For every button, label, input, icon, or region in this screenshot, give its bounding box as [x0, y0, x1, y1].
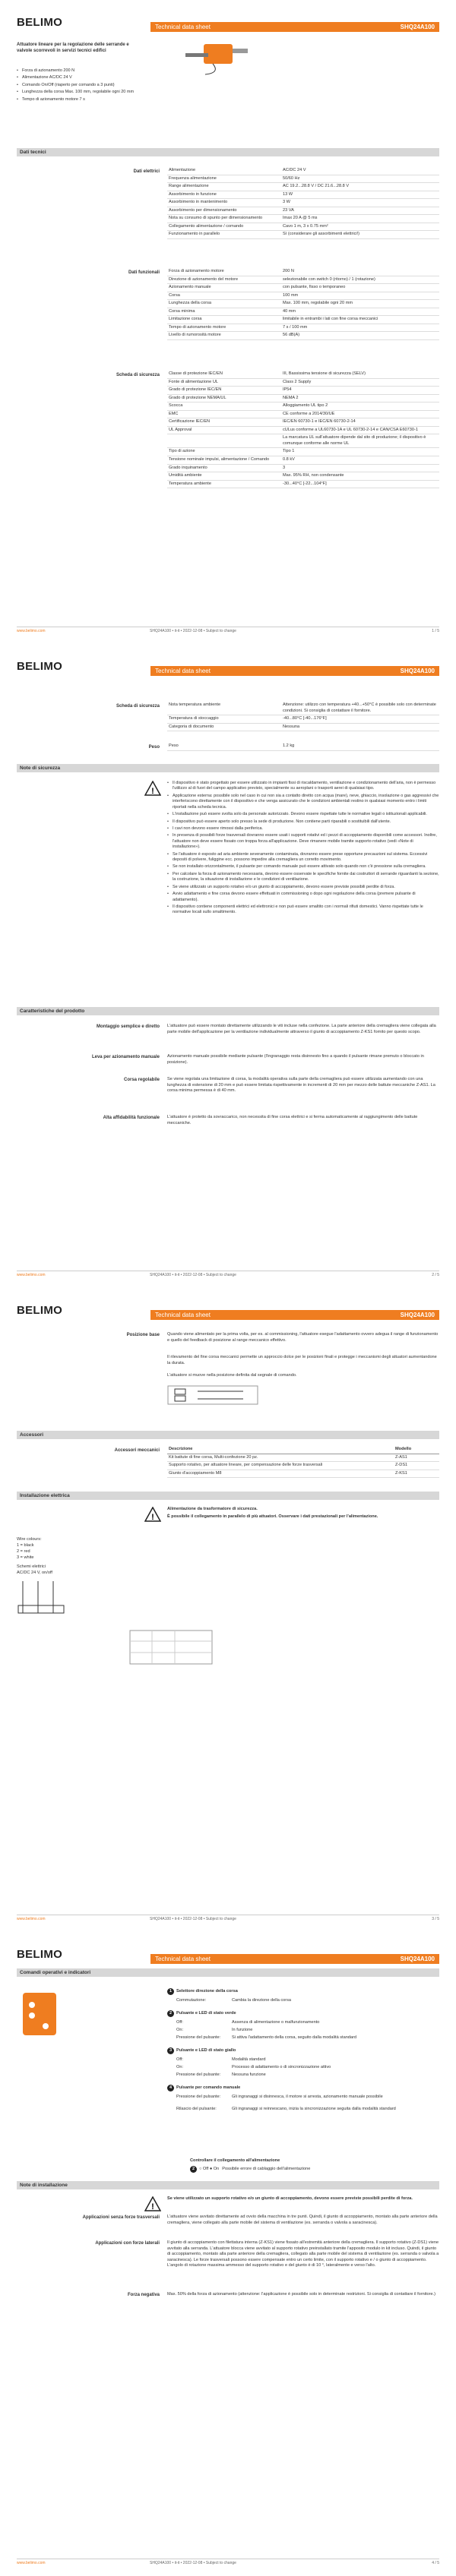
control-item: [167, 2047, 439, 2054]
col-model: Modello: [394, 1446, 439, 1454]
header-bar: [150, 1954, 439, 1964]
row-label: Corsa minima: [167, 308, 281, 316]
step-icon-2: 2: [190, 2166, 197, 2173]
row-label: Funzionamento in parallelo: [167, 231, 281, 239]
brand-logo: BELIMO: [17, 16, 63, 29]
row-label: Temperatura di stoccaggio: [167, 715, 281, 724]
table-row: [167, 324, 439, 332]
table-safety: [167, 371, 439, 488]
accessory-description: Giunto d'accoppiamento M8: [167, 1470, 394, 1478]
accessory-model: Z-DS1: [394, 1462, 439, 1470]
step-icon: 1: [167, 1988, 174, 1995]
feature-text: Azionamento manuale possibile mediante pulsante (l'ingranaggio resta disinnesto fino a quando il pulsante rimane premuto o bloccato in posizione).: [167, 1054, 424, 1065]
footer: [17, 1271, 439, 1278]
row-label: Alimentazione: [167, 167, 281, 175]
section-controls: Comandi operativi e indicatori: [17, 1968, 439, 1977]
step-icon: 4: [167, 2085, 174, 2091]
brand-logo: BELIMO: [17, 1948, 63, 1961]
table-row: [167, 378, 439, 387]
footer: [17, 2559, 439, 2566]
control-item: [167, 2085, 439, 2091]
model: SHQ24A100: [400, 668, 435, 674]
model: SHQ24A100: [400, 24, 435, 30]
position-label: Posizione base: [126, 1333, 160, 1337]
table-row: [167, 448, 439, 456]
row-value: 23 VA: [281, 207, 439, 215]
row-label: Forza di azionamento motore: [167, 268, 281, 276]
table-row: [167, 723, 439, 731]
table-row: [167, 175, 439, 183]
control-state: Pressione del pulsante:: [176, 2035, 221, 2040]
row-value: IEC/EN 60730-1 e IEC/EN 60730-2-14: [281, 418, 439, 427]
section-technical-data: Dati tecnici: [17, 148, 439, 156]
note-text: Il giunto di accoppiamento con filettatura interna (Z-KS1) viene fissato all'estremità anteriore della cremagliera. Il supporto rotativo (Z-DS1) viene avvitato alla serranda. L'attuatore blocca viene avvitato al supporto rotativo preinstallato tramite l'apposito modulo in kit incluso. Quindi, il giunto di accoppiamento, montato alla parte anteriore della cremagliera, collegato alla parte mobile del sistema di ventilazione (es. serranda o valvola a saracinesca). Le forze trasversali possono essere compensate entro un certo limite, con il supporto rotativo e / o giunto di accoppiamento. L'angolo di rotazione massima ammesso del supporto rotativo e del giunto è di 10 °, lateralmente e verso l'alto.: [167, 2240, 439, 2268]
control-title: Pulsante e LED di stato giallo: [176, 2048, 236, 2053]
group-weight: Peso: [148, 745, 160, 750]
footer-info: SHQ24A100 • it-it • 2022-12-08 • Subject to change: [150, 2561, 236, 2565]
table-row: [167, 434, 439, 448]
group-electrical: Dati elettrici: [133, 169, 160, 174]
accessory-description: Kit battute di fine corsa, Multi-confezione 20 pz.: [167, 1454, 394, 1462]
page-number: 1 / 5: [432, 629, 439, 633]
row-label: Tensione nominale impulsi, alimentazione / Comando: [167, 456, 281, 465]
control-title: Pulsante e LED di stato verde: [176, 2011, 236, 2016]
table-row: [167, 1462, 439, 1470]
row-value: -40...80°C [-40...176°F]: [281, 715, 439, 724]
direction-switch-diagram: [167, 1385, 258, 1405]
feature-text: L'attuatore è protetto da sovraccarico, non necessita di fine corsa elettrici e si ferma automaticamente al raggiungimento delle battute meccaniche.: [167, 1115, 418, 1125]
table-row: [167, 231, 439, 239]
footer-info: SHQ24A100 • it-it • 2022-12-08 • Subject to change: [150, 1273, 236, 1277]
safety-note: • L'installazione può essere svolta solo da personale autorizzato. Devono essere rispettate tutte le normative legali o istituzionali applicabili.: [167, 812, 439, 817]
row-value: Sì (considerare gli assorbimenti elettrici!): [281, 231, 439, 239]
row-value: III, Bassissima tensione di sicurezza (SELV): [281, 371, 439, 378]
check-supply-text: Possibile errore di cablaggio dell'alimentazione: [222, 2167, 311, 2171]
table-row: [167, 223, 439, 231]
row-label: Classe di protezione IEC/EN: [167, 371, 281, 378]
doc-title: Technical data sheet: [155, 1312, 211, 1318]
control-state: Off:: [176, 2020, 183, 2025]
row-value: 0.8 kV: [281, 456, 439, 465]
footer-url[interactable]: www.belimo.com: [17, 2561, 46, 2565]
page-number: 2 / 5: [432, 1273, 439, 1277]
table-row: [167, 402, 439, 411]
model: SHQ24A100: [400, 1956, 435, 1962]
feature-text: L'attuatore può essere montato direttamente utilizzando le viti incluse nella confezione. La parte anteriore della cremagliera viene collegata alla parte mobile dell'applicazione per la ventilazione individualmente attraverso il giunto di accoppiamento Z-KS1 fornito per questo scopo.: [167, 1024, 436, 1034]
row-value: -30...40°C [-22...104°F]: [281, 480, 439, 488]
intro-bullet: • Lunghezza della corsa Max. 100 mm, regolabile ogni 20 mm: [17, 90, 138, 95]
group-functional: Dati funzionali: [128, 270, 160, 275]
control-description: Si attiva l'adattamento della corsa, seguito dalla modalità standard: [232, 2035, 357, 2040]
safety-list: [167, 781, 439, 917]
footer: [17, 1915, 439, 1922]
table-row: [167, 394, 439, 402]
row-value: 100 mm: [281, 292, 439, 300]
intro-bullet: • Forza di azionamento 200 N: [17, 68, 138, 74]
model: SHQ24A100: [400, 1312, 435, 1318]
table-row: [167, 199, 439, 207]
row-label: Corsa: [167, 292, 281, 300]
control-state: Rilascio del pulsante:: [176, 2107, 217, 2111]
footer-url[interactable]: www.belimo.com: [17, 1273, 46, 1277]
row-value: 7 s / 100 mm: [281, 324, 439, 332]
warning-icon: [144, 1507, 161, 1522]
table-row: [167, 464, 439, 472]
row-label: Categoria di documento: [167, 723, 281, 731]
control-description: Processo di adattamento o di sincronizzazione attivo: [232, 2065, 331, 2069]
svg-text:!: !: [151, 787, 154, 796]
table-functional: [167, 268, 439, 340]
row-label: Collegamento alimentazione / comando: [167, 223, 281, 231]
table-row: [167, 371, 439, 378]
check-supply-title: Controllare il collegamento all'alimentazione: [190, 2158, 280, 2163]
table-row: [167, 1454, 439, 1462]
header-bar: [150, 1310, 439, 1320]
safety-note: • Se viene utilizzato un supporto rotativo e/o un giunto di accoppiamento, devono essere previste possibili perdite di forza.: [167, 885, 439, 890]
row-label: Direzione di azionamento del motore: [167, 276, 281, 284]
feature-label: Leva per azionamento manuale: [91, 1055, 160, 1059]
table-row: [167, 426, 439, 434]
footer: [17, 627, 439, 634]
control-state: Pressione del pulsante:: [176, 2095, 221, 2099]
table-row: [167, 332, 439, 340]
row-value: 200 N: [281, 268, 439, 276]
col-description: Descrizione: [167, 1446, 394, 1454]
section-product-features: Caratteristiche del prodotto: [17, 1007, 439, 1015]
row-value: NEMA 2: [281, 394, 439, 402]
feature-label: Alta affidabilità funzionale: [103, 1116, 160, 1120]
row-value: 3: [281, 464, 439, 472]
table-row: [167, 480, 439, 488]
control-state: Commutazione:: [176, 1998, 207, 2003]
control-description: Cambia la direzione della corsa: [232, 1998, 292, 2003]
header-bar: [150, 666, 439, 676]
table-row: [167, 268, 439, 276]
scheme-sub: AC/DC 24 V, on/off: [17, 1571, 52, 1575]
row-label: Assorbimento in funzione: [167, 191, 281, 199]
row-label: Azionamento manuale: [167, 284, 281, 292]
row-value: Max. 95% RH, non condensante: [281, 472, 439, 481]
intro-bullet: • Alimentazione AC/DC 24 V: [17, 75, 138, 80]
control-description: Modalità standard: [232, 2057, 266, 2062]
switch-table-diagram: [129, 1630, 213, 1665]
row-value: 13 W: [281, 191, 439, 199]
page-4: [0, 1932, 456, 2576]
note-label: Applicazioni con forze laterali: [95, 2241, 160, 2246]
table-row: [167, 715, 439, 724]
install-warning-2: È possibile il collegamento in parallelo di più attuatori. Osservare i dati prestazionali per l'alimentazione.: [167, 1514, 378, 1519]
section-electrical-installation: Installazione elettrica: [17, 1492, 439, 1500]
safety-note: • Avvio adattamento e fine corsa devono essere effettuati in commissioning o dopo ogni regolazione della corsa (premere pulsante di adattamento).: [167, 892, 439, 903]
brand-logo: BELIMO: [17, 660, 63, 673]
position-text: Quando viene alimentato per la prima volta, per es. al commissioning, l'attuatore esegue l'adattamento ovvero adegua il range di funzionamento e quello del feedback di posizione al range meccanico effettivo.: [167, 1332, 439, 1343]
row-value: 3 W: [281, 199, 439, 207]
row-value: Tipo 1: [281, 448, 439, 456]
row-label: Assorbimento per dimensionamento: [167, 207, 281, 215]
section-installation-notes: Note di installazione: [17, 2181, 439, 2189]
wiring-diagram: [17, 1578, 70, 1616]
row-label: Assorbimento in mantenimento: [167, 199, 281, 207]
row-label: EMC: [167, 410, 281, 418]
row-value: 50/60 Hz: [281, 175, 439, 183]
row-value: IP54: [281, 387, 439, 395]
table-accessories: [167, 1446, 439, 1478]
safety-note: • I cavi non devono essere rimossi dalla periferica.: [167, 826, 439, 832]
note-label: Applicazioni senza forze trasversali: [82, 2215, 160, 2220]
intro-bullet: • Tempo di azionamento motore 7 s: [17, 97, 138, 103]
wire-colour: 1 = black: [17, 1543, 34, 1548]
brand-logo: BELIMO: [17, 1304, 63, 1317]
control-item: [167, 2010, 439, 2017]
row-value: 1.2 kg: [281, 743, 439, 750]
table-row: [167, 743, 439, 750]
row-value: selezionabile con switch 0 (ritorno) / 1 (rotazione): [281, 276, 439, 284]
intro-desc: Attuatore lineare per la regolazione delle serrande e valvole scorrevoli in servizi tecnici edifici: [17, 43, 129, 54]
wire-colours-title: Wire colours:: [17, 1537, 42, 1542]
table-row: [167, 1470, 439, 1478]
row-label: [167, 434, 281, 448]
row-label: Umidità ambiente: [167, 472, 281, 481]
page-2: [0, 644, 456, 1288]
group-safety: Scheda di sicurezza: [116, 373, 160, 377]
doc-title: Technical data sheet: [155, 668, 211, 674]
table-row: [167, 456, 439, 465]
control-state: Off:: [176, 2057, 183, 2062]
accessory-description: Supporto rotativo, per attuatore lineare, per compensazione delle forze trasversali: [167, 1462, 394, 1470]
control-description: Nessuna funzione: [232, 2072, 266, 2077]
table-row: [167, 410, 439, 418]
wire-colour: 3 = white: [17, 1555, 34, 1560]
safety-note: • Il dispositivo è stato progettato per essere utilizzato in impianti fissi di riscaldamento, ventilazione e condizionamento dell'aria, non è permesso l'utilizzo al di fuori del campo applicativo previsto, specialmente su aeroplani o trasporti aerei di qualsiasi tipo.: [167, 781, 439, 792]
row-value: Cavo 1 m, 3 x 0.75 mm²: [281, 223, 439, 231]
row-value: Attenzione: utilizzo con temperatura +40...+50°C è possibile solo con determinate condizioni. Si consiglia di contattare il fornitore.: [281, 702, 439, 715]
table-safety-cont: [167, 702, 439, 731]
row-value: Class 2 Supply: [281, 378, 439, 387]
warning-icon: [144, 781, 161, 796]
intro-bullets: [17, 68, 138, 104]
feature-text: Se viene regolata una limitazione di corsa, la modalità operativa sulla parte della cremagliera può essere utilizzata aumentando con una lunghezza di estensione di 20 mm e può essere limitata rispettivamente in incrementi di 20 mm per mezzo delle battute meccaniche Z-AS1. La corsa minima permessa è di 40 mm.: [167, 1077, 435, 1094]
row-value: CE conforme a 2014/30/UE: [281, 410, 439, 418]
table-row: [167, 300, 439, 308]
table-row: [167, 418, 439, 427]
table-row: [167, 702, 439, 715]
table-row: [167, 167, 439, 175]
note-label: Forza negativa: [127, 2293, 160, 2297]
actuator-product-image: [182, 36, 251, 76]
note-text: L'attuatore viene avvitato direttamente ad ovvio della macchina in tre punti. Quindi, il giunto di accoppiamento, montato alla parte anteriore della cremagliera, viene collegato alla parte mobile del sistema di ventilazione (es. serranda o valvola a saracinesca).: [167, 2215, 438, 2225]
control-description: Gli ingranaggi si reinnescano, inizia la sincronizzazione seguita dalla modalità standard: [232, 2107, 396, 2111]
row-value: 56 dB(A): [281, 332, 439, 340]
row-value: Max. 100 mm, regolabile ogni 20 mm: [281, 300, 439, 308]
table-row: [167, 292, 439, 300]
row-label: UL Approval: [167, 426, 281, 434]
accessory-model: Z-KS1: [394, 1470, 439, 1478]
row-label: Nota su consumo di spunto per dimensionamento: [167, 215, 281, 223]
row-value: Imax 20 A @ 5 ms: [281, 215, 439, 223]
step-icon: 3: [167, 2047, 174, 2054]
warning-icon: [144, 2196, 161, 2211]
row-value: 40 mm: [281, 308, 439, 316]
control-description: Assenza di alimentazione o malfunzionamento: [232, 2020, 320, 2025]
section-accessories: Accessori: [17, 1431, 439, 1439]
safety-note: • In presenza di possibili forze trasversali dovranno essere usati i supporti rotativi ed i pezzi di accoppiamento disponibili come accessori. Inoltre, l'attuatore non deve essere fissato con troppa forza all'applicazione. Deve rimanere mobile tramite supporto rotativo (vedi «Note di installazione»).: [167, 833, 439, 850]
row-value: cULus conforme a UL60730-1A e UL 60730-2-14 e CAN/CSA E60730-1: [281, 426, 439, 434]
row-label: Tipo di azione: [167, 448, 281, 456]
row-label: Scocca: [167, 402, 281, 411]
row-value: AC 19.2...28.8 V / DC 21.6...28.8 V: [281, 183, 439, 191]
page-number: 4 / 5: [432, 2561, 439, 2565]
footer-url[interactable]: www.belimo.com: [17, 1917, 46, 1921]
row-label: Lunghezza della corsa: [167, 300, 281, 308]
control-item: [167, 1988, 439, 1995]
safety-note: • Applicazione esterna: possibile solo nel caso in cui non sia a contatto diretto con acqua (mare), neve, ghiaccio, insolazione o gas aggressivi che interferiscono direttamente con il dispositivo e che venga assicurato che le condizioni ambientali restino in qualsiasi momento entro i limiti riportati nella scheda tecnica.: [167, 794, 439, 810]
accessories-label: Accessori meccanici: [114, 1448, 160, 1453]
table-row: [167, 207, 439, 215]
notes-warning: Se viene utilizzato un supporto rotativo e/o un giunto di accoppiamento, devono essere previste possibili perdite di forza.: [167, 2196, 413, 2201]
row-label: Grado di protezione IEC/EN: [167, 387, 281, 395]
footer-info: SHQ24A100 • it-it • 2022-12-08 • Subject to change: [150, 629, 236, 633]
table-row: [167, 387, 439, 395]
header-bar: [150, 22, 439, 32]
row-label: Grado di protezione NEMA/UL: [167, 394, 281, 402]
step-icon: 2: [167, 2010, 174, 2017]
position-text-2: Il rilevamento del fine corsa meccanici permette un approccio dolce per le posizioni finali e protegge i meccanismi degli attuatori aumentandone la durata.: [167, 1355, 437, 1365]
row-value: AC/DC 24 V: [281, 167, 439, 175]
note-text: Max. 50% della forza di azionamento (attenzione: l'applicazione è possibile solo in determinate restrizioni. Si consiglia di contattare il fornitore.): [167, 2292, 436, 2297]
row-value: con pulsante, fisso o temporaneo: [281, 284, 439, 292]
row-label: Grado inquinamento: [167, 464, 281, 472]
section-safety-notes: Note di sicurezza: [17, 764, 439, 772]
footer-url[interactable]: www.belimo.com: [17, 629, 46, 633]
svg-text:!: !: [151, 2202, 154, 2211]
table-row: [167, 284, 439, 292]
position-text-3: L'attuatore si muove nella posizione definita dal segnale di comando.: [167, 1373, 297, 1378]
feature-label: Montaggio semplice e diretto: [96, 1024, 160, 1029]
doc-title: Technical data sheet: [155, 24, 211, 30]
control-state: On:: [176, 2065, 184, 2069]
table-row: [167, 276, 439, 284]
table-electrical: [167, 167, 439, 239]
accessory-model: Z-AS1: [394, 1454, 439, 1462]
control-state: Pressione del pulsante:: [176, 2072, 221, 2077]
control-state: On:: [176, 2028, 184, 2032]
row-label: Peso: [167, 743, 281, 750]
row-value: Nessuna: [281, 723, 439, 731]
svg-text:!: !: [151, 1513, 154, 1522]
table-weight: [167, 743, 439, 751]
row-label: Range alimentazione: [167, 183, 281, 191]
intro-bullet: • Comando On/Off (riaperto per comando a 3 punti): [17, 83, 138, 88]
led-off-on-icon: ○ Off ● On: [199, 2167, 220, 2171]
page-number: 3 / 5: [432, 1917, 439, 1921]
doc-title: Technical data sheet: [155, 1956, 211, 1962]
actuator-controls-image: [17, 1988, 62, 2041]
safety-note: • Il dispositivo contiene componenti elettrici ed elettronici e non può essere smaltito con i normali rifiuti domestici. Vanno rispettate tutte le normative locali sullo smaltimento.: [167, 904, 439, 916]
table-row: [167, 472, 439, 481]
safety-note: • Se non installato orizzontalmente, il pulsante per comando manuale può essere attivato solo quando non c'è pressione sulla cremagliera.: [167, 864, 439, 870]
row-value: La marcatura UL sull'attuatore dipende dal sito di produzione; il dispositivo è comunque conforme alle norme UL: [281, 434, 439, 448]
table-row: [167, 316, 439, 324]
row-label: Limitazione corsa: [167, 316, 281, 324]
safety-note: • Per calcolare la forza di azionamento necessaria, devono essere osservate le specifiche fornite dai costruttori di serrande riguardanti la sezione, la costruzione, la situazione di installazione e le condizioni di ventilazione.: [167, 872, 439, 883]
control-title: Selettore direzione della corsa: [176, 1989, 238, 1994]
control-title: Pulsante per comando manuale: [176, 2085, 241, 2090]
row-label: Tempo di azionamento motore: [167, 324, 281, 332]
control-description: Gli ingranaggi si disinnesca, il motore si arresta, azionamento manuale possibile: [232, 2095, 383, 2099]
check-supply-row: [190, 2166, 433, 2173]
table-row: [167, 183, 439, 191]
wire-colour: 2 = red: [17, 1549, 30, 1554]
safety-note: • Il dispositivo può essere aperto solo presso la sede di produzione. Non contiene parti riparabili o sostituibili dall'utente.: [167, 819, 439, 825]
row-value: Alloggiamento UL tipo 2: [281, 402, 439, 411]
footer-info: SHQ24A100 • it-it • 2022-12-08 • Subject to change: [150, 1917, 236, 1921]
row-label: Certificazione IEC/EN: [167, 418, 281, 427]
row-label: Temperatura ambiente: [167, 480, 281, 488]
feature-label: Corsa regolabile: [123, 1078, 160, 1082]
table-row: [167, 308, 439, 316]
install-warning-1: Alimentazione da trasformatore di sicurezza.: [167, 1507, 258, 1511]
page-1: [0, 0, 456, 644]
table-row: [167, 191, 439, 199]
table-row: [167, 215, 439, 223]
page-3: [0, 1288, 456, 1932]
row-label: Livello di rumorosità motore: [167, 332, 281, 340]
row-label: Fonte di alimentazione UL: [167, 378, 281, 387]
row-value: limitabile in entrambi i lati con fine corsa meccanici: [281, 316, 439, 324]
scheme-title: Schemi elettrici: [17, 1564, 46, 1569]
group-safety: Scheda di sicurezza: [116, 704, 160, 709]
safety-note: • Se l'attuatore è esposto ad aria ambiente severamente contaminata, dovranno essere prese opportune precauzioni sul sistema. Eccessivi depositi di polvere, fuliggine ecc. possono impedire alla cremagliera un corretto movimento.: [167, 852, 439, 863]
control-description: In funzione: [232, 2028, 253, 2032]
row-label: Nota temperatura ambiente: [167, 702, 281, 715]
row-label: Frequenza alimentazione: [167, 175, 281, 183]
